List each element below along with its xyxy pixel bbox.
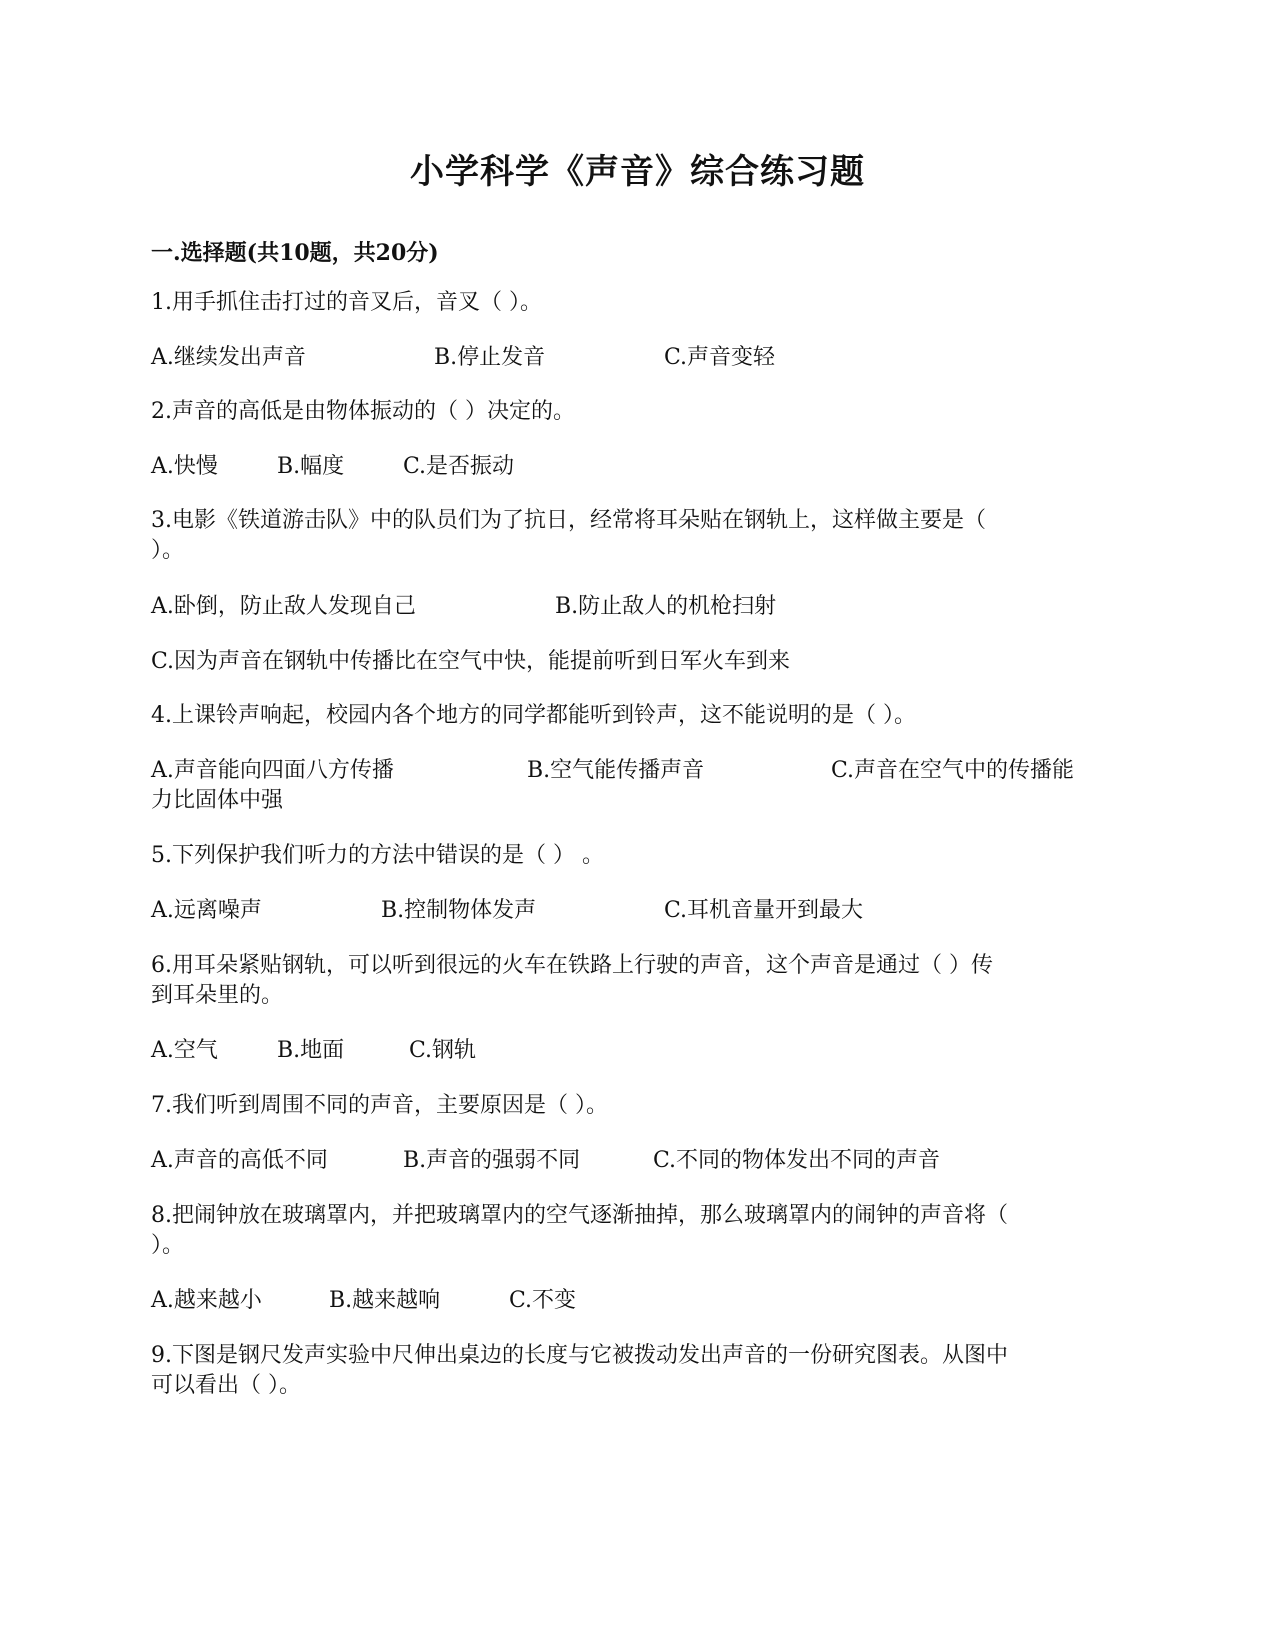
question-7-options bbox=[151, 1145, 1131, 1177]
question-4-stem: 4.上课铃声响起，校园内各个地方的同学都能听到铃声，这不能说明的是（ ）。 bbox=[151, 703, 916, 728]
question-3-option-b[interactable]: B.防止敌人的机枪扫射 bbox=[555, 594, 777, 619]
question-6-option-a[interactable]: A.空气 bbox=[151, 1038, 218, 1063]
question-8-options bbox=[151, 1285, 1131, 1317]
question-6-options bbox=[151, 1035, 1131, 1067]
page-title: 小学科学《声音》综合练习题 bbox=[410, 152, 865, 192]
question-1-option-a[interactable]: A.继续发出声音 bbox=[151, 345, 306, 370]
question-5-option-a[interactable]: A.远离噪声 bbox=[151, 898, 262, 923]
question-3-stem: 3.电影《铁道游击队》中的队员们为了抗日，经常将耳朵贴在钢轨上，这样做主要是（ bbox=[151, 508, 986, 533]
question-2-option-a[interactable]: A.快慢 bbox=[151, 454, 218, 479]
section-heading: 一.选择题(共10题，共20分) bbox=[151, 240, 439, 266]
question-8-option-c[interactable]: C.不变 bbox=[509, 1288, 577, 1313]
question-8-stem-cont: ）。 bbox=[151, 1233, 185, 1258]
question-1-stem: 1.用手抓住击打过的音叉后，音叉（ ）。 bbox=[151, 290, 542, 315]
question-3-option-a[interactable]: A.卧倒，防止敌人发现自己 bbox=[151, 594, 416, 619]
question-7-option-b[interactable]: B.声音的强弱不同 bbox=[403, 1148, 581, 1173]
question-5-stem: 5.下列保护我们听力的方法中错误的是（ ） 。 bbox=[151, 843, 604, 868]
question-5-option-b[interactable]: B.控制物体发声 bbox=[381, 898, 537, 923]
question-7-option-c[interactable]: C.不同的物体发出不同的声音 bbox=[653, 1148, 941, 1173]
question-8-stem: 8.把闹钟放在玻璃罩内，并把玻璃罩内的空气逐渐抽掉，那么玻璃罩内的闹钟的声音将（ bbox=[151, 1203, 1008, 1228]
question-1-options bbox=[151, 342, 1131, 374]
question-3-stem-cont: ）。 bbox=[151, 538, 185, 563]
question-5-options bbox=[151, 895, 1131, 927]
question-4-option-c[interactable]: C.声音在空气中的传播能 bbox=[831, 758, 1075, 783]
question-4-options bbox=[151, 755, 1131, 787]
question-4-option-a[interactable]: A.声音能向四面八方传播 bbox=[151, 758, 394, 783]
question-4-option-b[interactable]: B.空气能传播声音 bbox=[527, 758, 705, 783]
question-6-option-b[interactable]: B.地面 bbox=[277, 1038, 345, 1063]
question-4-option-c-cont: 力比固体中强 bbox=[151, 788, 284, 813]
question-3-options bbox=[151, 591, 1131, 623]
question-9-stem: 9.下图是钢尺发声实验中尺伸出桌边的长度与它被拨动发出声音的一份研究图表。从图中 bbox=[151, 1343, 1008, 1368]
question-6-stem: 6.用耳朵紧贴钢轨，可以听到很远的火车在铁路上行驶的声音，这个声音是通过（ ）传 bbox=[151, 953, 993, 978]
question-9-stem-cont: 可以看出（ ）。 bbox=[151, 1373, 301, 1398]
question-2-stem: 2.声音的高低是由物体振动的（ ）决定的。 bbox=[151, 399, 575, 424]
question-5-option-c[interactable]: C.耳机音量开到最大 bbox=[664, 898, 864, 923]
question-7-option-a[interactable]: A.声音的高低不同 bbox=[151, 1148, 328, 1173]
question-2-option-c[interactable]: C.是否振动 bbox=[403, 454, 515, 479]
question-2-options bbox=[151, 451, 1131, 483]
question-1-option-c[interactable]: C.声音变轻 bbox=[664, 345, 776, 370]
question-2-option-b[interactable]: B.幅度 bbox=[277, 454, 345, 479]
question-7-stem: 7.我们听到周围不同的声音，主要原因是（ ）。 bbox=[151, 1093, 608, 1118]
question-8-option-b[interactable]: B.越来越响 bbox=[329, 1288, 441, 1313]
question-6-option-c[interactable]: C.钢轨 bbox=[409, 1038, 477, 1063]
question-1-option-b[interactable]: B.停止发音 bbox=[434, 345, 546, 370]
question-3-option-c[interactable]: C.因为声音在钢轨中传播比在空气中快，能提前听到日军火车到来 bbox=[151, 649, 791, 674]
question-6-stem-cont: 到耳朵里的。 bbox=[151, 983, 284, 1008]
question-8-option-a[interactable]: A.越来越小 bbox=[151, 1288, 262, 1313]
